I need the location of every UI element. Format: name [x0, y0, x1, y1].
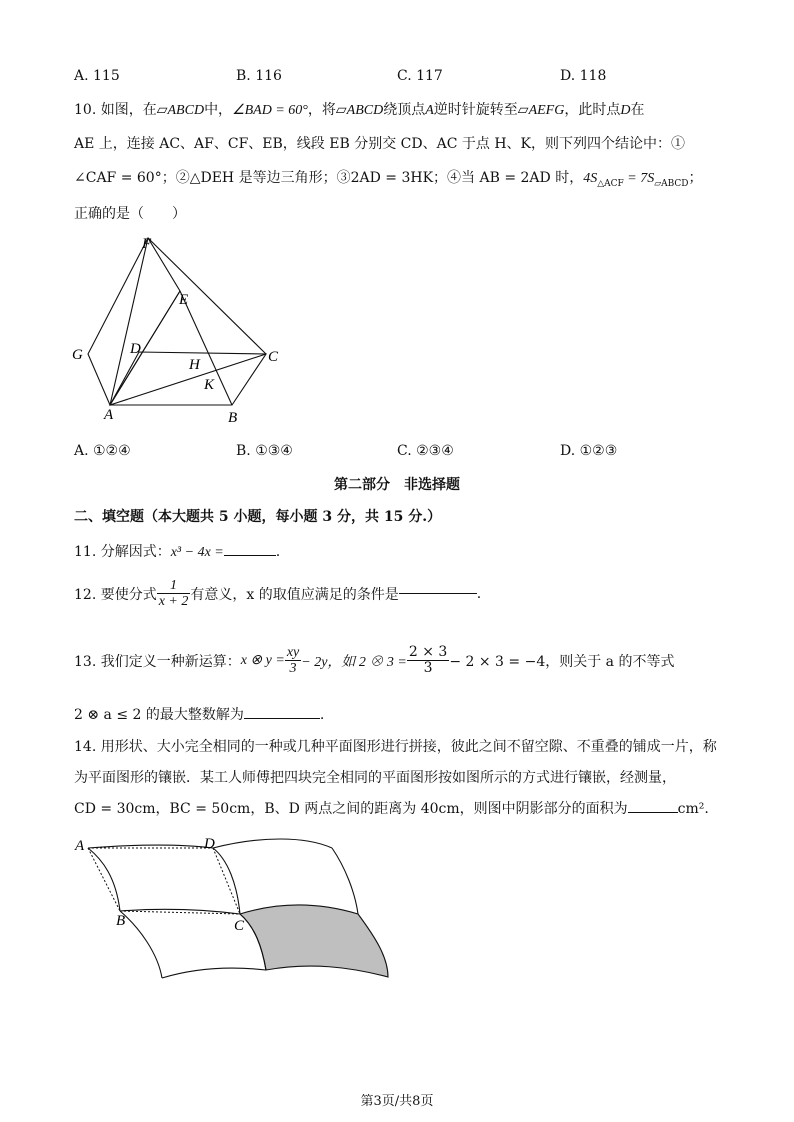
q14-tessellation-figure — [70, 832, 400, 992]
q10-text: 中， — [204, 102, 233, 118]
q10-text: 在 — [630, 102, 645, 118]
q11-answer-blank[interactable] — [224, 555, 276, 556]
q10-option-d: D. ①②③ — [560, 443, 618, 459]
q13-f2-denominator: 3 — [423, 660, 433, 677]
label-F: F — [142, 236, 152, 252]
q13-fraction-2 — [407, 645, 449, 677]
q10-var: A — [425, 103, 434, 118]
q14-label-B: B — [116, 913, 126, 929]
q10-var: ABCD — [346, 103, 384, 118]
q10-text: ，将 — [307, 102, 336, 118]
q13-lhs: x ⊗ y = — [240, 653, 285, 669]
q13-answer-blank[interactable] — [244, 718, 320, 719]
q12-text: 有意义，x 的取值应满足的条件是 — [190, 586, 399, 603]
q13-fraction-1 — [285, 645, 301, 677]
q10-option-c: C. ②③④ — [397, 443, 454, 459]
q10-option-b: B. ①③④ — [236, 443, 293, 459]
q14-answer-blank[interactable] — [628, 812, 678, 813]
parallelogram-icon: ▱ — [517, 102, 529, 118]
q14-line-2: 为平面图形的镶嵌．某工人师傅把四块完全相同的平面图形按如图所示的方式进行镶嵌，经测量， — [74, 770, 676, 786]
q11-prefix: 11. 分解因式： — [74, 544, 171, 560]
q9-option-d: D. 118 — [560, 68, 607, 84]
q10-text: 绕顶点 — [383, 102, 426, 118]
q14-text: CD = 30cm，BC = 50cm，B、D 两点之间的距离为 40cm，则图中阴影部分的面积为 — [74, 801, 628, 817]
q10-text: = 7S — [623, 171, 655, 186]
q10-text: ； — [688, 170, 703, 186]
q13-text: 2 ⊗ a ≤ 2 的最大整数解为 — [74, 707, 244, 723]
label-A: A — [104, 407, 114, 423]
q14-unit: cm². — [677, 801, 709, 817]
q10-var: D — [620, 103, 631, 118]
page-footer: 第3页/共8页 — [360, 1094, 434, 1109]
q10-sub: ▱ABCD — [654, 178, 689, 189]
q10-angle: ∠BAD = 60° — [232, 103, 308, 118]
q13-line-2 — [74, 704, 324, 724]
q13-f2-numerator: 2 × 3 — [408, 644, 448, 660]
q9-option-c: C. 117 — [397, 68, 443, 84]
q10-text: ∠CAF = 60°；②△DEH 是等边三角形；③2AD = 3HK；④当 AB = 2AD 时， — [74, 170, 584, 186]
parallelogram-icon: ▱ — [156, 102, 168, 118]
q13-text: − 2 × 3 = −4，则关于 a 的不等式 — [449, 653, 675, 670]
section-heading: 二、填空题（本大题共 5 小题，每小题 3 分，共 15 分.） — [74, 509, 442, 525]
q10-text: ，此时点 — [564, 102, 621, 118]
q12-fraction — [157, 578, 191, 610]
q11-suffix: . — [275, 544, 281, 560]
q12 — [74, 578, 481, 610]
label-H: H — [189, 357, 200, 373]
q12-denominator: x + 2 — [158, 594, 189, 610]
q12-prefix: 12. 要使分式 — [74, 586, 157, 603]
q10-var: AEFG — [528, 103, 565, 118]
q13-suffix: . — [319, 707, 325, 723]
q10-option-a: A. ①②④ — [74, 443, 131, 459]
q9-option-b: B. 116 — [236, 68, 282, 84]
q13-f1-denominator: 3 — [289, 661, 297, 677]
q10-text: 逆时针旋转至 — [433, 102, 518, 118]
q10-line-2: AE 上，连接 AC、AF、CF、EB，线段 EB 分别交 CD、AC 于点 H、K，则下列四个结论中：① — [74, 136, 685, 152]
q14-line-1: 14. 用形状、大小完全相同的一种或几种平面图形进行拼接，彼此之间不留空隙、不重叠的铺成一片，称 — [74, 739, 717, 755]
q10-line-1 — [74, 99, 644, 119]
q10-text: 10. 如图，在 — [74, 102, 157, 118]
q13-f1-numerator: xy — [286, 645, 300, 660]
label-B: B — [228, 410, 238, 426]
q14-label-A: A — [75, 838, 85, 854]
q10-line-4: 正确的是（ ） — [74, 206, 186, 222]
q9-option-a: A. 115 — [74, 68, 120, 84]
part2-title: 第二部分 非选择题 — [334, 477, 460, 493]
q13-prefix: 13. 我们定义一种新运算： — [74, 653, 241, 670]
q14-label-C: C — [234, 918, 245, 934]
q11 — [74, 541, 280, 561]
q13-text: − 2y，如 2 ⊗ 3 = — [301, 654, 407, 670]
q10-geometry-figure — [60, 228, 300, 428]
parallelogram-icon: ▱ — [335, 102, 347, 118]
label-K: K — [204, 377, 215, 393]
label-D: D — [130, 341, 141, 357]
q10-var: ABCD — [167, 103, 205, 118]
label-G: G — [72, 347, 83, 363]
q14-label-D: D — [204, 836, 215, 852]
q13-line-1 — [74, 645, 674, 677]
q14-line-3 — [74, 798, 709, 818]
q10-line-3 — [74, 167, 703, 189]
label-C: C — [268, 349, 279, 365]
q11-expression: x³ − 4x = — [170, 545, 224, 560]
label-E: E — [179, 292, 189, 308]
q10-text: 4S — [583, 171, 598, 186]
q12-answer-blank[interactable] — [399, 593, 477, 594]
q10-sub: △ACF — [597, 178, 624, 189]
q12-numerator: 1 — [157, 578, 191, 594]
q12-suffix: . — [476, 585, 482, 602]
